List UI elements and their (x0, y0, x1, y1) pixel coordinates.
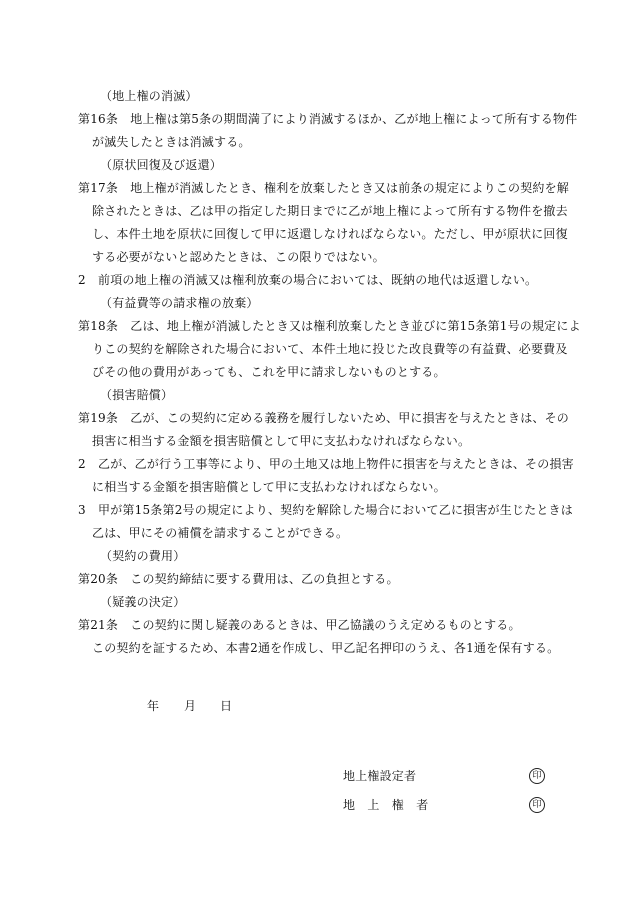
article-16-line-1: 第16条 地上権は第5条の期間満了により消滅するほか、乙が地上権によって所有する物件 (78, 112, 578, 126)
article-18-heading: （有益費等の請求権の放棄） (100, 296, 259, 310)
article-19-para-2-line-2: に相当する金額を損害賠償として甲に支払わなければならない。 (92, 480, 446, 494)
closing-statement: この契約を証するため、本書2通を作成し、甲乙記名押印のうえ、各1通を保有する。 (92, 641, 560, 655)
article-19-line-1: 第19条 乙が、この契約に定める義務を履行しないため、甲に損害を与えたときは、その (78, 411, 569, 425)
article-21-heading: （疑義の決定） (100, 595, 186, 609)
article-20-line-1: 第20条 この契約締結に要する費用は、乙の負担とする。 (78, 572, 399, 586)
holder-label: 地 上 権 者 (343, 798, 429, 812)
article-19-line-2: 損害に相当する金額を損害賠償として甲に支払わなければならない。 (92, 434, 471, 448)
article-20-heading: （契約の費用） (100, 549, 186, 563)
article-19-para-2-line-1: 2 乙が、乙が行う工事等により、甲の土地又は地上物件に損害を与えたときは、その損害 (78, 457, 574, 471)
seal-icon: 印 (529, 768, 545, 784)
seal-icon: 印 (529, 797, 545, 813)
article-17-line-4: する必要がないと認めたときは、この限りではない。 (92, 250, 385, 264)
article-17-line-1: 第17条 地上権が消滅したとき、権利を放棄したとき又は前条の規定によりこの契約を解 (78, 181, 569, 195)
article-17-para-2: 2 前項の地上権の消滅又は権利放棄の場合においては、既納の地代は返還しない。 (78, 273, 538, 287)
article-17-line-2: 除されたときは、乙は甲の指定した期日までに乙が地上権によって所有する物件を撤去 (92, 204, 568, 218)
article-18-line-2: りこの契約を解除された場合において、本件土地に投じた改良費等の有益費、必要費及 (92, 342, 568, 356)
article-16-heading: （地上権の消滅） (100, 89, 198, 103)
date-month: 月 (184, 699, 197, 713)
article-17-heading: （原状回復及び返還） (100, 158, 223, 172)
article-19-para-3-line-2: 乙は、甲にその補償を請求することができる。 (92, 526, 349, 540)
date-day: 日 (220, 699, 233, 713)
article-21-line-1: 第21条 この契約に関し疑義のあるときは、甲乙協議のうえ定めるものとする。 (78, 618, 521, 632)
article-18-line-3: びその他の費用があっても、これを甲に請求しないものとする。 (92, 365, 446, 379)
article-17-line-3: し、本件土地を原状に回復して甲に返還しなければならない。ただし、甲が原状に回復 (92, 227, 568, 241)
article-19-heading: （損害賠償） (100, 388, 174, 402)
article-16-line-2: が滅失したときは消滅する。 (92, 135, 251, 149)
date-year: 年 (147, 699, 160, 713)
article-18-line-1: 第18条 乙は、地上権が消滅したとき又は権利放棄したとき並びに第15条第1号の規定によ (78, 319, 581, 333)
article-19-para-3-line-1: 3 甲が第15条第2号の規定により、契約を解除した場合において乙に損害が生じたときは (78, 503, 573, 517)
setter-label: 地上権設定者 (343, 769, 417, 783)
